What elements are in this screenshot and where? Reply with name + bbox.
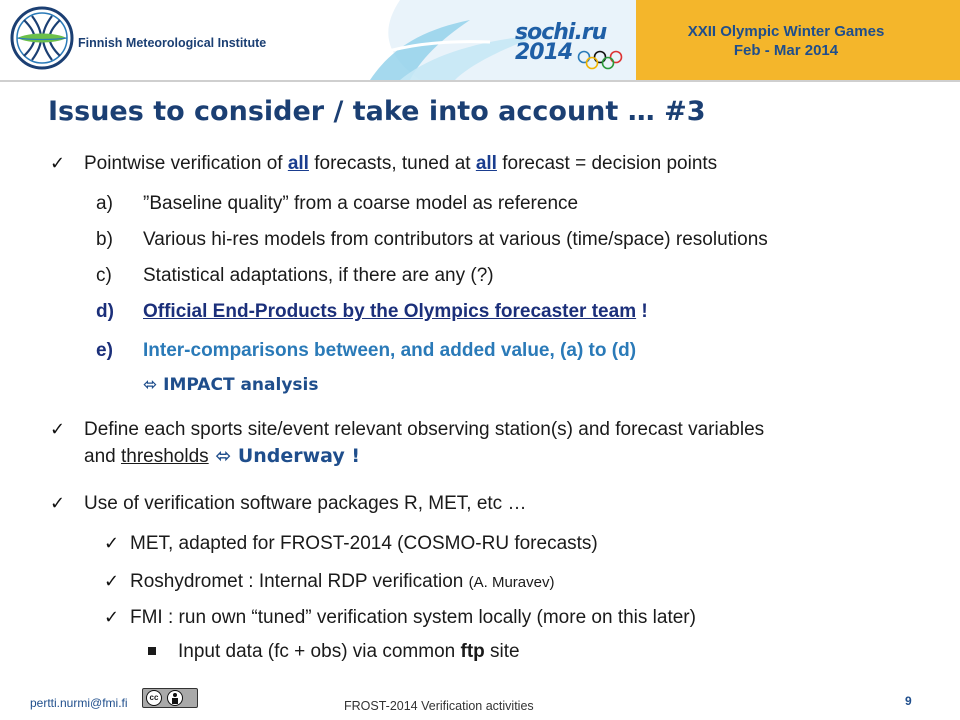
list-marker-e: e) <box>96 340 113 361</box>
author-email: pertti.nurmi@fmi.fi <box>30 696 128 710</box>
slide-header <box>0 0 960 80</box>
olympic-rings-icon <box>577 50 623 72</box>
sochi-2014-logo <box>515 20 625 68</box>
input-data-site-text: site <box>484 641 520 662</box>
games-title-line2: Feb - Mar 2014 <box>733 42 839 59</box>
list-marker-c: c) <box>96 265 112 286</box>
games-title-line1: XXII Olympic Winter Games <box>687 23 885 40</box>
check-icon: ✓ <box>104 533 120 554</box>
sub-bullet-fmi: FMI : run own “tuned” verification system locally (more on this later) <box>130 607 696 628</box>
page-number: 9 <box>905 694 912 708</box>
sochi-logo-line1: sochi.ru <box>515 20 607 45</box>
slide-title: Issues to consider / take into account … #3 <box>48 96 706 127</box>
sub-sub-bullet-input-data <box>178 640 520 664</box>
sub-bullet-met: MET, adapted for FROST-2014 (COSMO-RU forecasts) <box>130 533 598 554</box>
footer-presentation-title: FROST-2014 Verification activities <box>344 699 534 713</box>
creative-commons-badge <box>142 688 198 708</box>
list-item-statistical-adaptations: Statistical adaptations, if there are any (?) <box>143 265 494 286</box>
attribution-icon <box>167 690 183 706</box>
bullet1-all-emphasis-2: all <box>475 153 497 174</box>
header-divider <box>0 80 960 82</box>
bullet-define-sites-line1: Define each sports site/event relevant observing station(s) and forecast variables <box>84 419 765 440</box>
bullet-define-sites-line2 <box>84 444 360 469</box>
check-icon: ✓ <box>104 571 120 592</box>
official-end-products-text: Official End-Products by the Olympics forecaster team <box>143 301 637 322</box>
list-marker-b: b) <box>96 229 113 250</box>
underway-text: Underway ! <box>237 445 361 467</box>
check-icon: ✓ <box>50 153 66 174</box>
fmi-logo-icon <box>10 6 74 70</box>
list-marker-d: d) <box>96 301 114 322</box>
list-item-official-end-products <box>143 300 648 324</box>
list-item-baseline-quality: ”Baseline quality” from a coarse model as reference <box>143 193 579 214</box>
input-data-text: Input data (fc + obs) via common <box>178 641 461 662</box>
bullet1-text-part1: Pointwise verification of <box>84 153 288 174</box>
impact-analysis-line <box>143 373 318 397</box>
bullet-verification-software: Use of verification software packages R, MET, etc … <box>84 493 527 514</box>
ftp-text: ftp <box>460 641 485 662</box>
roshydromet-author: (A. Muravev) <box>468 574 555 591</box>
official-end-products-suffix: ! <box>636 301 648 322</box>
impact-analysis-text: IMPACT analysis <box>157 375 319 395</box>
bullet2-and-text: and <box>84 446 121 467</box>
organization-name: Finnish Meteorological Institute <box>78 36 267 50</box>
list-item-hires-models: Various hi-res models from contributors at various (time/space) resolutions <box>143 229 768 250</box>
check-icon: ✓ <box>104 607 120 628</box>
bullet1-text-part3: forecast = decision points <box>496 153 718 174</box>
games-title <box>636 22 936 60</box>
list-item-inter-comparisons: Inter-comparisons between, and added value, (a) to (d) <box>143 340 637 361</box>
thresholds-text: thresholds <box>120 446 209 467</box>
square-bullet-icon <box>148 647 156 655</box>
sochi-logo-line2: 2014 <box>515 40 573 65</box>
roshydromet-text: Roshydromet : Internal RDP verification <box>130 571 469 592</box>
check-icon: ✓ <box>50 419 66 440</box>
cc-icon: cc <box>146 690 162 706</box>
underway-arrow-icon: ⬄ <box>208 445 238 467</box>
check-icon: ✓ <box>50 493 66 514</box>
list-marker-a: a) <box>96 193 113 214</box>
impact-arrow-icon: ⬄ <box>143 375 158 395</box>
bullet1-all-emphasis: all <box>287 153 309 174</box>
sub-bullet-roshydromet <box>130 570 554 595</box>
bullet1-text-part2: forecasts, tuned at <box>308 153 476 174</box>
bullet-pointwise-verification <box>84 152 717 176</box>
